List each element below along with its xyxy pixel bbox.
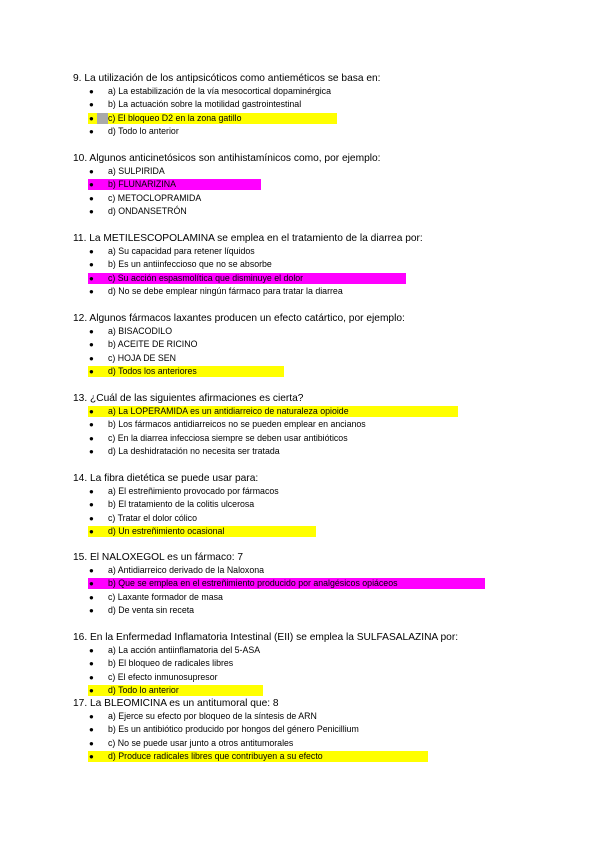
option-text: b) La actuación sobre la motilidad gastrointestinal — [108, 99, 302, 110]
question-14 — [73, 472, 573, 538]
list-item — [73, 165, 573, 178]
list-item-highlighted — [73, 684, 573, 697]
option-text: b) ACEITE DE RICINO — [108, 339, 198, 350]
list-item — [73, 710, 573, 723]
list-item-highlighted — [73, 112, 573, 125]
list-item — [73, 285, 573, 298]
list-item — [73, 125, 573, 138]
list-item — [73, 737, 573, 750]
bullet-icon: ● — [89, 87, 94, 96]
list-item — [73, 418, 573, 431]
bullet-icon: ● — [89, 513, 94, 523]
question-text: 15. El NALOXEGOL es un fármaco: 7 — [73, 552, 244, 563]
option-text: a) Su capacidad para retener líquidos — [108, 246, 255, 256]
question-16 — [73, 631, 573, 697]
option-text: b) Es un antiinfeccioso que no se absorbe — [108, 259, 272, 270]
list-item — [73, 498, 573, 511]
question-text: 16. En la Enfermedad Inflamatoria Intestinal (EII) se emplea la SULFASALAZINA por: — [73, 632, 459, 643]
question-text: 14. La fibra dietética se puede usar para: — [73, 473, 259, 484]
list-item — [73, 205, 573, 218]
bullet-icon: ● — [89, 433, 94, 443]
bullet-icon: ● — [89, 646, 94, 655]
bullet-icon: ● — [89, 286, 94, 296]
bullet-icon: ● — [89, 273, 94, 283]
list-item — [73, 485, 573, 498]
option-list — [73, 165, 573, 218]
list-item-highlighted — [73, 272, 573, 285]
bullet-icon: ● — [89, 126, 94, 136]
option-list — [73, 325, 573, 378]
option-text: b) Que se emplea en el estreñimiento producido por analgésicos opiáceos — [108, 578, 398, 589]
question-17 — [73, 697, 573, 763]
bullet-icon: ● — [89, 500, 94, 510]
bullet-icon: ● — [89, 751, 94, 761]
list-item — [73, 245, 573, 258]
bullet-icon: ● — [89, 605, 94, 615]
option-text: b) Los fármacos antidiarreicos no se pueden emplear en ancianos — [108, 419, 366, 430]
option-text: a) El estreñimiento provocado por fármacos — [108, 486, 279, 496]
option-text: a) La acción antiinflamatoria del 5-ASA — [108, 645, 261, 655]
question-text: 17. La BLEOMICINA es un antitumoral que: 8 — [73, 698, 279, 709]
option-text: d) Produce radicales libres que contribuyen a su efecto — [108, 750, 323, 761]
bullet-icon: ● — [89, 566, 94, 575]
option-text: a) Ejerce su efecto por bloqueo de la síntesis de ARN — [108, 711, 317, 721]
list-item — [73, 432, 573, 445]
option-text: d) Todo lo anterior — [108, 125, 179, 136]
list-item — [73, 98, 573, 111]
list-item-highlighted — [73, 750, 573, 763]
bullet-icon: ● — [89, 420, 94, 430]
option-text: d) Un estreñimiento ocasional — [108, 525, 225, 536]
bullet-icon: ● — [89, 738, 94, 748]
list-item-highlighted — [73, 178, 573, 191]
option-text: c) Tratar el dolor cólico — [108, 512, 197, 523]
option-text: a) La LOPERAMIDA es un antidiarreico de naturaleza opioide — [108, 406, 349, 416]
option-text: a) Antidiarreico derivado de la Naloxona — [108, 565, 264, 575]
question-9 — [73, 72, 573, 138]
bullet-icon: ● — [89, 206, 94, 216]
bullet-icon: ● — [89, 180, 94, 190]
list-item — [73, 564, 573, 577]
option-text: d) ONDANSETRÓN — [108, 205, 187, 216]
bullet-icon: ● — [89, 340, 94, 350]
list-item-highlighted — [73, 577, 573, 590]
list-item — [73, 85, 573, 98]
option-text: c) METOCLOPRAMIDA — [108, 192, 202, 203]
bullet-icon: ● — [89, 366, 94, 376]
option-text: c) El bloqueo D2 en la zona gatillo — [108, 112, 242, 123]
question-text: 12. Algunos fármacos laxantes producen un efecto catártico, por ejemplo: — [73, 313, 405, 324]
option-list — [73, 710, 573, 763]
bullet-icon: ● — [89, 446, 94, 456]
list-item — [73, 325, 573, 338]
bullet-icon: ● — [89, 247, 94, 256]
text-cursor-selection — [97, 113, 108, 124]
list-item — [73, 604, 573, 617]
bullet-icon: ● — [89, 526, 94, 536]
question-11 — [73, 232, 573, 298]
option-text: a) BISACODILO — [108, 326, 173, 336]
option-text: d) No se debe emplear ningún fármaco para tratar la diarrea — [108, 285, 343, 296]
list-item-highlighted — [73, 525, 573, 538]
option-list — [73, 485, 573, 538]
option-text: d) La deshidratación no necesita ser tratada — [108, 445, 280, 456]
list-item — [73, 445, 573, 458]
question-text: 13. ¿Cuál de las siguientes afirmaciones es cierta? — [73, 393, 304, 404]
bullet-icon: ● — [89, 167, 94, 176]
list-item — [73, 192, 573, 205]
bullet-icon: ● — [89, 407, 94, 416]
list-item-highlighted — [73, 405, 573, 418]
list-item — [73, 723, 573, 736]
question-13 — [73, 392, 573, 458]
option-list — [73, 85, 573, 138]
option-list — [73, 564, 573, 617]
bullet-icon: ● — [89, 672, 94, 682]
bullet-icon: ● — [89, 327, 94, 336]
question-15 — [73, 551, 573, 617]
option-text: c) HOJA DE SEN — [108, 352, 176, 363]
option-text: b) El bloqueo de radicales libres — [108, 658, 234, 669]
bullet-icon: ● — [89, 487, 94, 496]
bullet-icon: ● — [89, 260, 94, 270]
bullet-icon: ● — [89, 725, 94, 735]
option-text: b) Es un antibiótico producido por hongos del género Penicillium — [108, 724, 359, 735]
question-10 — [73, 152, 573, 218]
bullet-icon: ● — [89, 353, 94, 363]
option-list — [73, 405, 573, 458]
option-text: c) No se puede usar junto a otros antitumorales — [108, 737, 294, 748]
option-text: a) SULPIRIDA — [108, 166, 165, 176]
bullet-icon: ● — [89, 685, 94, 695]
option-list — [73, 644, 573, 697]
option-list — [73, 245, 573, 298]
option-text: c) En la diarrea infecciosa siempre se deben usar antibióticos — [108, 432, 348, 443]
option-text: d) Todos los anteriores — [108, 365, 197, 376]
question-text: 9. La utilización de los antipsicóticos como antieméticos se basa en: — [73, 73, 381, 84]
option-text: c) Su acción espasmolítica que disminuye el dolor — [108, 272, 304, 283]
list-item-highlighted — [73, 365, 573, 378]
bullet-icon: ● — [89, 193, 94, 203]
bullet-icon: ● — [89, 113, 94, 123]
option-text: d) Todo lo anterior — [108, 684, 179, 695]
list-item — [73, 657, 573, 670]
list-item — [73, 258, 573, 271]
bullet-icon: ● — [89, 579, 94, 589]
list-item — [73, 591, 573, 604]
list-item — [73, 338, 573, 351]
list-item — [73, 352, 573, 365]
bullet-icon: ● — [89, 659, 94, 669]
bullet-icon: ● — [89, 712, 94, 721]
question-text: 11. La METILESCOPOLAMINA se emplea en el tratamiento de la diarrea por: — [73, 233, 423, 244]
list-item — [73, 671, 573, 684]
bullet-icon: ● — [89, 100, 94, 110]
option-text: b) FLUNARIZINA — [108, 179, 176, 190]
option-text: c) El efecto inmunosupresor — [108, 671, 218, 682]
bullet-icon: ● — [89, 592, 94, 602]
option-text: b) El tratamiento de la colitis ulcerosa — [108, 499, 255, 510]
option-text: a) La estabilización de la vía mesocortical dopaminérgica — [108, 86, 331, 96]
option-text: d) De venta sin receta — [108, 604, 195, 615]
question-12 — [73, 312, 573, 378]
list-item — [73, 512, 573, 525]
list-item — [73, 644, 573, 657]
option-text: c) Laxante formador de masa — [108, 591, 223, 602]
question-text: 10. Algunos anticinetósicos son antihistamínicos como, por ejemplo: — [73, 153, 381, 164]
